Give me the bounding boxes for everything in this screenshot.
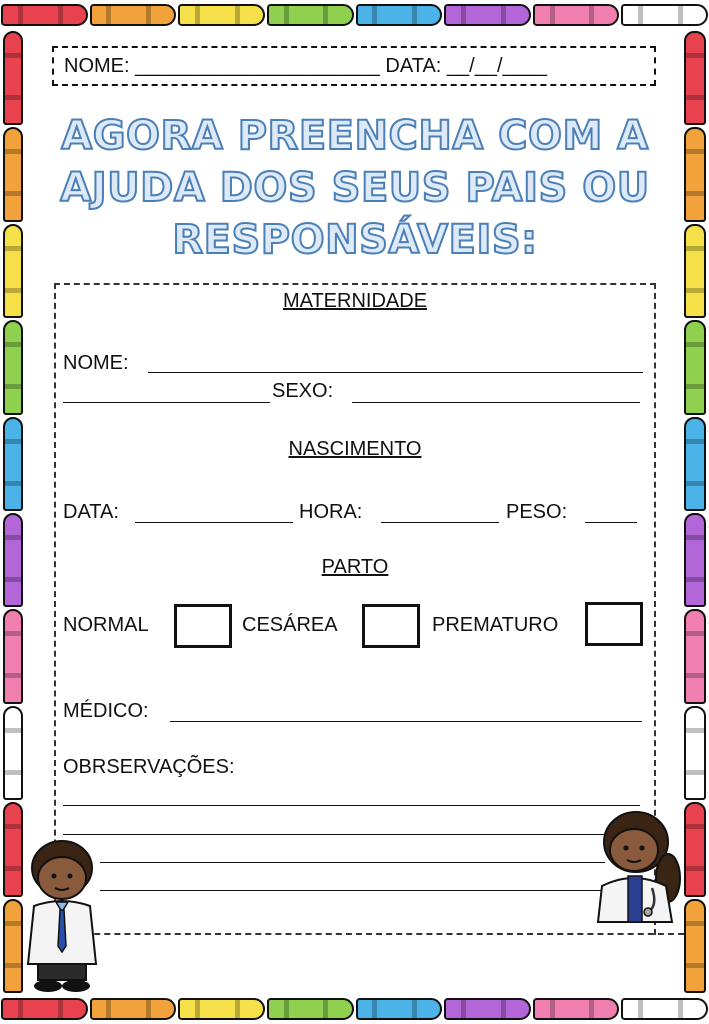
observacoes-label: OBRSERVAÇÕES: bbox=[63, 756, 235, 778]
student-name-date-box bbox=[52, 46, 656, 86]
boy-doctor-illustration bbox=[20, 836, 102, 994]
crayon-icon bbox=[684, 706, 706, 800]
crayon-icon bbox=[684, 31, 706, 125]
observacoes-line-2[interactable] bbox=[63, 834, 608, 835]
crayon-icon bbox=[3, 417, 23, 511]
crayon-icon bbox=[621, 4, 708, 26]
header-nome-label: NOME: bbox=[64, 54, 130, 77]
crayon-icon bbox=[684, 224, 706, 318]
parto-normal-label: NORMAL bbox=[63, 614, 149, 636]
hora-label: HORA: bbox=[299, 501, 363, 523]
crayon-icon bbox=[684, 513, 706, 607]
parto-prematuro-checkbox[interactable] bbox=[585, 602, 643, 646]
crayon-icon bbox=[3, 31, 23, 125]
title-line-1: AGORA PREENCHA COM A bbox=[61, 113, 649, 159]
header-data-blank[interactable]: __/__/____ bbox=[446, 54, 548, 77]
section-nascimento: NASCIMENTO bbox=[288, 438, 422, 460]
crayon-icon bbox=[90, 4, 177, 26]
crayon-icon bbox=[621, 998, 708, 1020]
crayon-icon bbox=[3, 706, 23, 800]
hora-line[interactable] bbox=[381, 522, 499, 523]
girl-doctor-illustration bbox=[596, 808, 682, 924]
crayon-icon bbox=[90, 998, 177, 1020]
crayon-icon bbox=[178, 998, 265, 1020]
parto-cesarea-label: CESÁREA bbox=[242, 614, 338, 636]
page-title bbox=[40, 110, 670, 266]
crayon-icon bbox=[444, 4, 531, 26]
sexo-label: SEXO: bbox=[272, 380, 334, 402]
nome-line-continued[interactable] bbox=[63, 402, 270, 403]
crayon-icon bbox=[444, 998, 531, 1020]
crayon-icon bbox=[178, 4, 265, 26]
title-line-3: RESPONSÁVEIS: bbox=[172, 217, 538, 263]
observacoes-line-4[interactable] bbox=[100, 890, 605, 891]
crayon-border-top bbox=[0, 0, 709, 30]
nome-label: NOME: bbox=[63, 352, 129, 374]
crayon-icon bbox=[3, 609, 23, 703]
crayon-icon bbox=[533, 4, 620, 26]
crayon-border-right bbox=[681, 30, 709, 994]
crayon-icon bbox=[267, 998, 354, 1020]
crayon-icon bbox=[1, 998, 88, 1020]
section-parto: PARTO bbox=[321, 556, 389, 578]
peso-line[interactable] bbox=[585, 522, 637, 523]
crayon-icon bbox=[356, 4, 443, 26]
crayon-icon bbox=[684, 609, 706, 703]
data-label: DATA: bbox=[63, 501, 119, 523]
crayon-icon bbox=[3, 127, 23, 221]
peso-label: PESO: bbox=[506, 501, 568, 523]
crayon-border-bottom bbox=[0, 994, 709, 1024]
crayon-icon bbox=[3, 320, 23, 414]
crayon-icon bbox=[356, 998, 443, 1020]
crayon-icon bbox=[684, 320, 706, 414]
crayon-icon bbox=[533, 998, 620, 1020]
sexo-line[interactable] bbox=[352, 402, 640, 403]
form-bottom-border bbox=[54, 933, 684, 935]
medico-line[interactable] bbox=[170, 721, 642, 722]
observacoes-line-1[interactable] bbox=[63, 805, 640, 806]
crayon-icon bbox=[684, 127, 706, 221]
parto-normal-checkbox[interactable] bbox=[174, 604, 232, 648]
crayon-icon bbox=[684, 417, 706, 511]
crayon-icon bbox=[3, 224, 23, 318]
header-data-label: DATA: bbox=[385, 54, 442, 77]
nome-line[interactable] bbox=[148, 372, 643, 373]
crayon-icon bbox=[684, 802, 706, 896]
birth-info-form bbox=[54, 283, 656, 935]
section-maternidade: MATERNIDADE bbox=[282, 290, 428, 312]
medico-label: MÉDICO: bbox=[63, 700, 149, 722]
crayon-icon bbox=[1, 4, 88, 26]
crayon-icon bbox=[267, 4, 354, 26]
header-nome-blank[interactable]: ______________________ bbox=[135, 54, 380, 77]
observacoes-line-3[interactable] bbox=[100, 862, 605, 863]
parto-cesarea-checkbox[interactable] bbox=[362, 604, 420, 648]
crayon-icon bbox=[684, 899, 706, 993]
parto-prematuro-label: PREMATURO bbox=[432, 614, 559, 636]
title-line-2: AJUDA DOS SEUS PAIS OU bbox=[60, 165, 650, 211]
data-line[interactable] bbox=[135, 522, 293, 523]
crayon-icon bbox=[3, 513, 23, 607]
